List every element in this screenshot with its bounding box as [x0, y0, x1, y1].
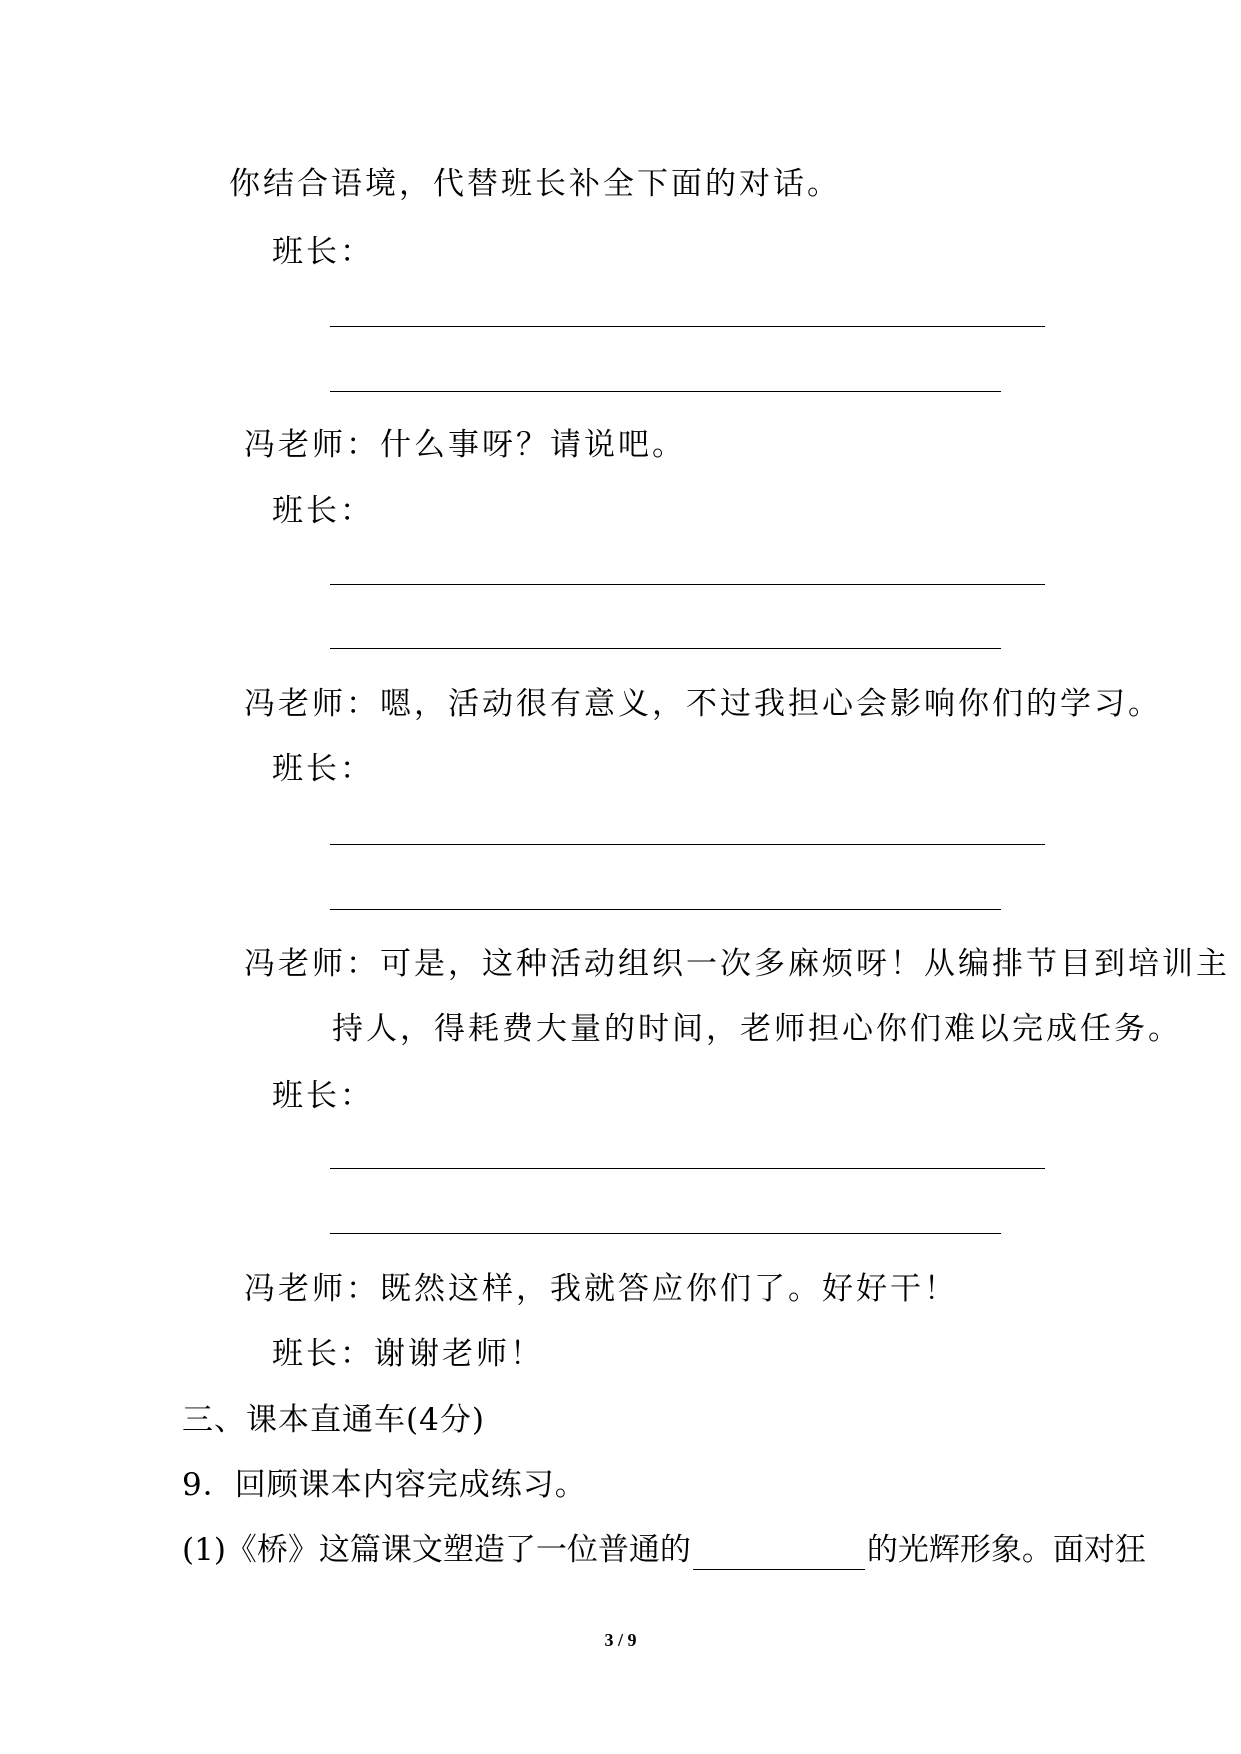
monitor-final-line: 班长：谢谢老师！: [272, 1336, 544, 1372]
question-9-1-prefix: (1)《桥》这篇课文塑造了一位普通的: [182, 1532, 691, 1568]
answer-line[interactable]: [330, 909, 1001, 910]
instruction-text: 你结合语境，代替班长补全下面的对话。: [229, 166, 841, 202]
answer-line[interactable]: [330, 648, 1001, 649]
question-9: 9．回顾课本内容完成练习。: [182, 1467, 587, 1503]
answer-line[interactable]: [330, 844, 1045, 845]
answer-line[interactable]: [330, 391, 1001, 392]
teacher-line: 冯老师：可是，这种活动组织一次多麻烦呀！从编排节目到培训主: [244, 946, 1230, 982]
section-heading: 三、课本直通车(4分): [182, 1402, 485, 1438]
monitor-label: 班长：: [272, 493, 374, 529]
monitor-label: 班长：: [272, 1078, 374, 1114]
answer-line[interactable]: [330, 1168, 1045, 1169]
answer-line[interactable]: [330, 326, 1045, 327]
answer-line[interactable]: [330, 584, 1045, 585]
monitor-label: 班长：: [272, 234, 374, 270]
question-9-1: [182, 1530, 1146, 1570]
answer-line[interactable]: [330, 1233, 1001, 1234]
question-9-1-suffix: 的光辉形象。面对狂: [866, 1532, 1146, 1568]
monitor-label: 班长：: [272, 751, 374, 787]
teacher-line: 冯老师：既然这样，我就答应你们了。好好干！: [244, 1271, 958, 1307]
teacher-line-continued: 持人，得耗费大量的时间，老师担心你们难以完成任务。: [332, 1011, 1182, 1047]
teacher-line: 冯老师：什么事呀？请说吧。: [244, 427, 686, 463]
fill-blank[interactable]: [693, 1537, 865, 1570]
page-number: 3 / 9: [604, 1630, 637, 1650]
teacher-line: 冯老师：嗯，活动很有意义，不过我担心会影响你们的学习。: [244, 686, 1162, 722]
